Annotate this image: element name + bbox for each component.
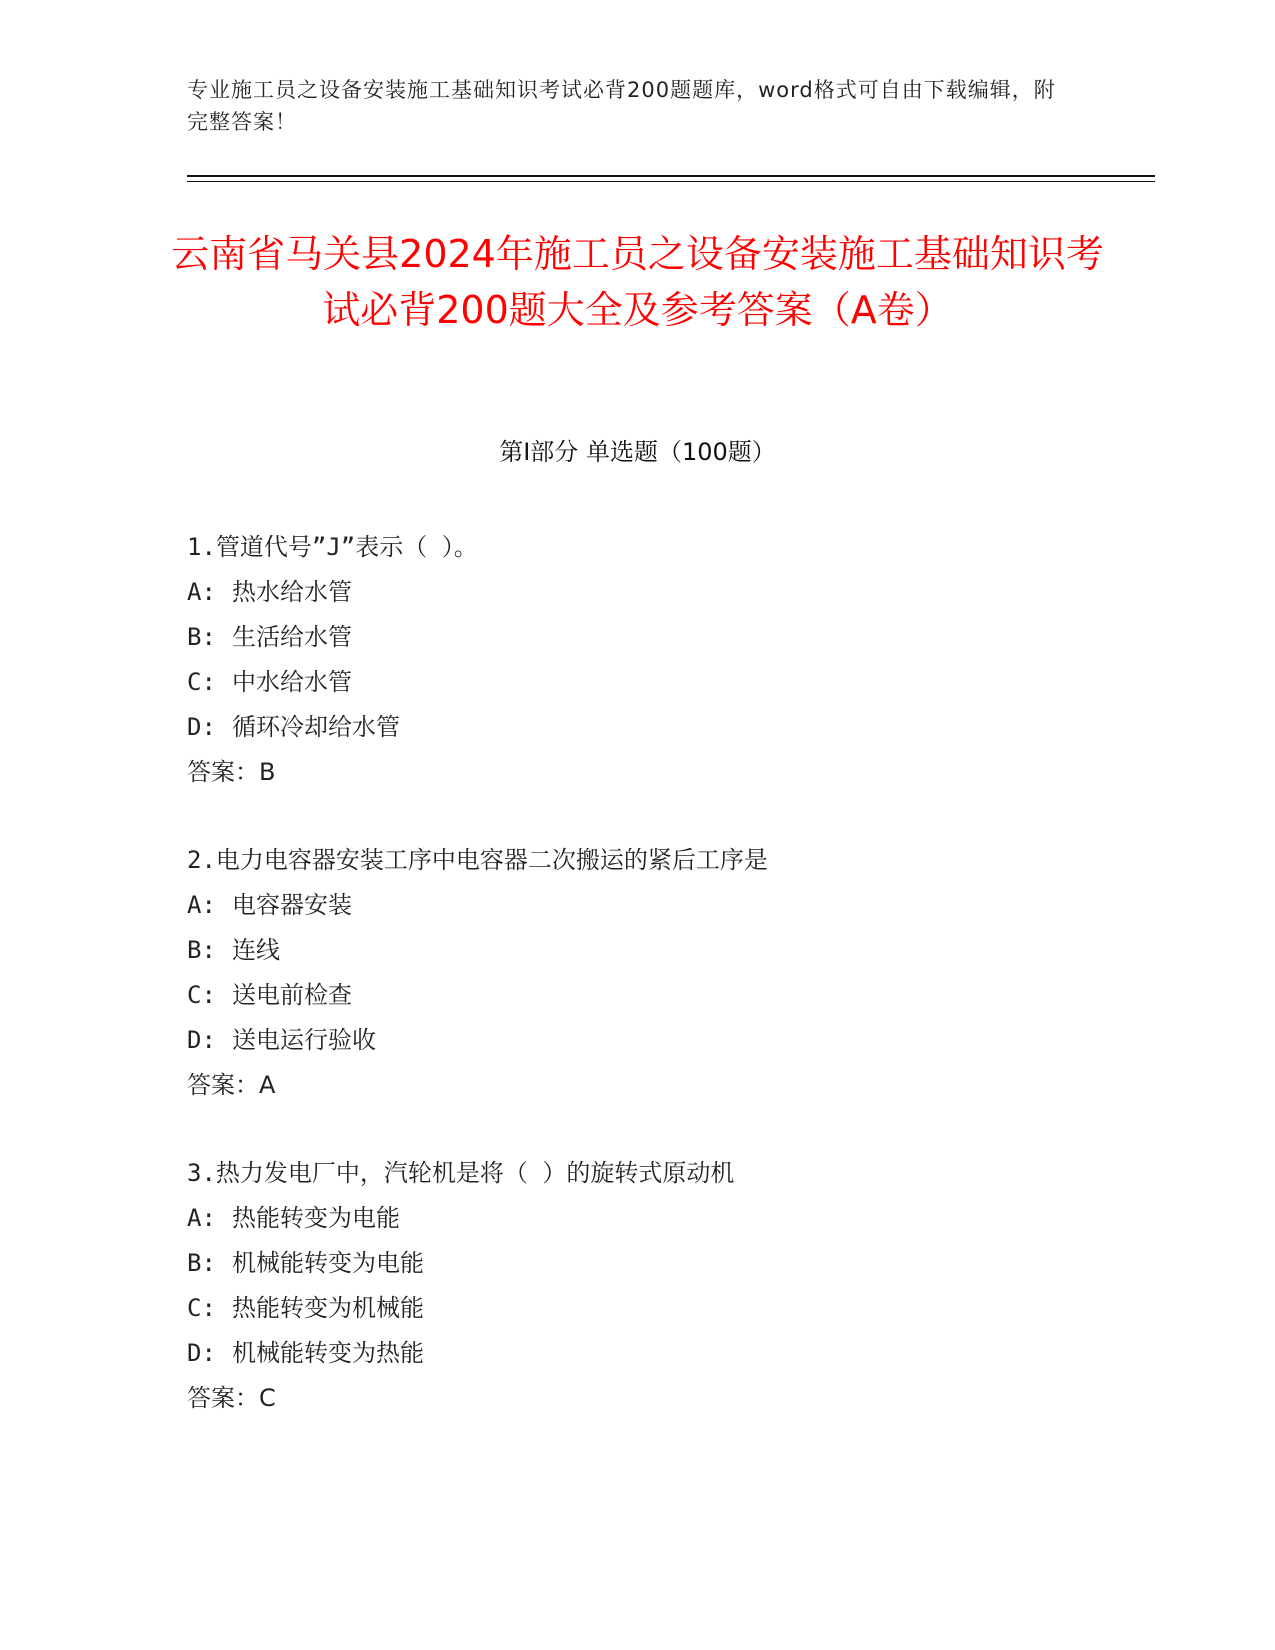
document-title: 云南省马关县2024年施工员之设备安装施工基础知识考试必背200题大全及参考答案（A卷）	[171, 232, 1104, 332]
option-letter: D:	[187, 1339, 216, 1367]
question-stem: 1.管道代号”J”表示（ ）。	[187, 533, 478, 561]
option-text: 中水给水管	[232, 668, 352, 696]
option-text: 生活给水管	[232, 623, 352, 651]
answer-line: 答案：A	[187, 1071, 276, 1099]
option-c	[187, 1286, 734, 1331]
option-letter: D:	[187, 713, 216, 741]
question-stem: 3.热力发电厂中，汽轮机是将（ ）的旋转式原动机	[187, 1159, 735, 1187]
option-letter: B:	[187, 1249, 216, 1277]
option-letter: B:	[187, 936, 216, 964]
question-stem: 2.电力电容器安装工序中电容器二次搬运的紧后工序是	[187, 846, 768, 874]
option-letter: A:	[187, 891, 216, 919]
option-text: 连线	[232, 936, 280, 964]
option-text: 热能转变为电能	[232, 1204, 400, 1232]
option-letter: D:	[187, 1026, 216, 1054]
option-text: 循环冷却给水管	[232, 713, 400, 741]
header-rule-thin	[187, 181, 1155, 182]
option-text: 机械能转变为电能	[232, 1249, 424, 1277]
answer-line: 答案：B	[187, 758, 276, 786]
option-c	[187, 973, 768, 1018]
option-text: 送电运行验收	[232, 1026, 376, 1054]
option-text: 电容器安装	[232, 891, 352, 919]
question-2	[187, 838, 768, 1108]
option-letter: C:	[187, 668, 216, 696]
option-letter: A:	[187, 1204, 216, 1232]
option-letter: B:	[187, 623, 216, 651]
option-c	[187, 660, 478, 705]
option-text: 热水给水管	[232, 578, 352, 606]
option-text: 机械能转变为热能	[232, 1339, 424, 1367]
option-text: 送电前检查	[232, 981, 352, 1009]
question-1	[187, 525, 478, 795]
header-rule-thick	[187, 175, 1155, 177]
option-b	[187, 928, 768, 973]
option-a	[187, 570, 478, 615]
option-b	[187, 615, 478, 660]
option-d	[187, 1018, 768, 1063]
option-letter: C:	[187, 1294, 216, 1322]
option-a	[187, 883, 768, 928]
option-letter: C:	[187, 981, 216, 1009]
option-d	[187, 705, 478, 750]
section-heading: 第I部分 单选题（100题）	[499, 438, 776, 466]
question-3	[187, 1151, 734, 1421]
header-note: 专业施工员之设备安装施工基础知识考试必背200题题库，word格式可自由下载编辑，附完整答案！	[187, 78, 1056, 134]
option-b	[187, 1241, 734, 1286]
option-letter: A:	[187, 578, 216, 606]
option-a	[187, 1196, 734, 1241]
option-d	[187, 1331, 734, 1376]
answer-line: 答案：C	[187, 1384, 276, 1412]
option-text: 热能转变为机械能	[232, 1294, 424, 1322]
